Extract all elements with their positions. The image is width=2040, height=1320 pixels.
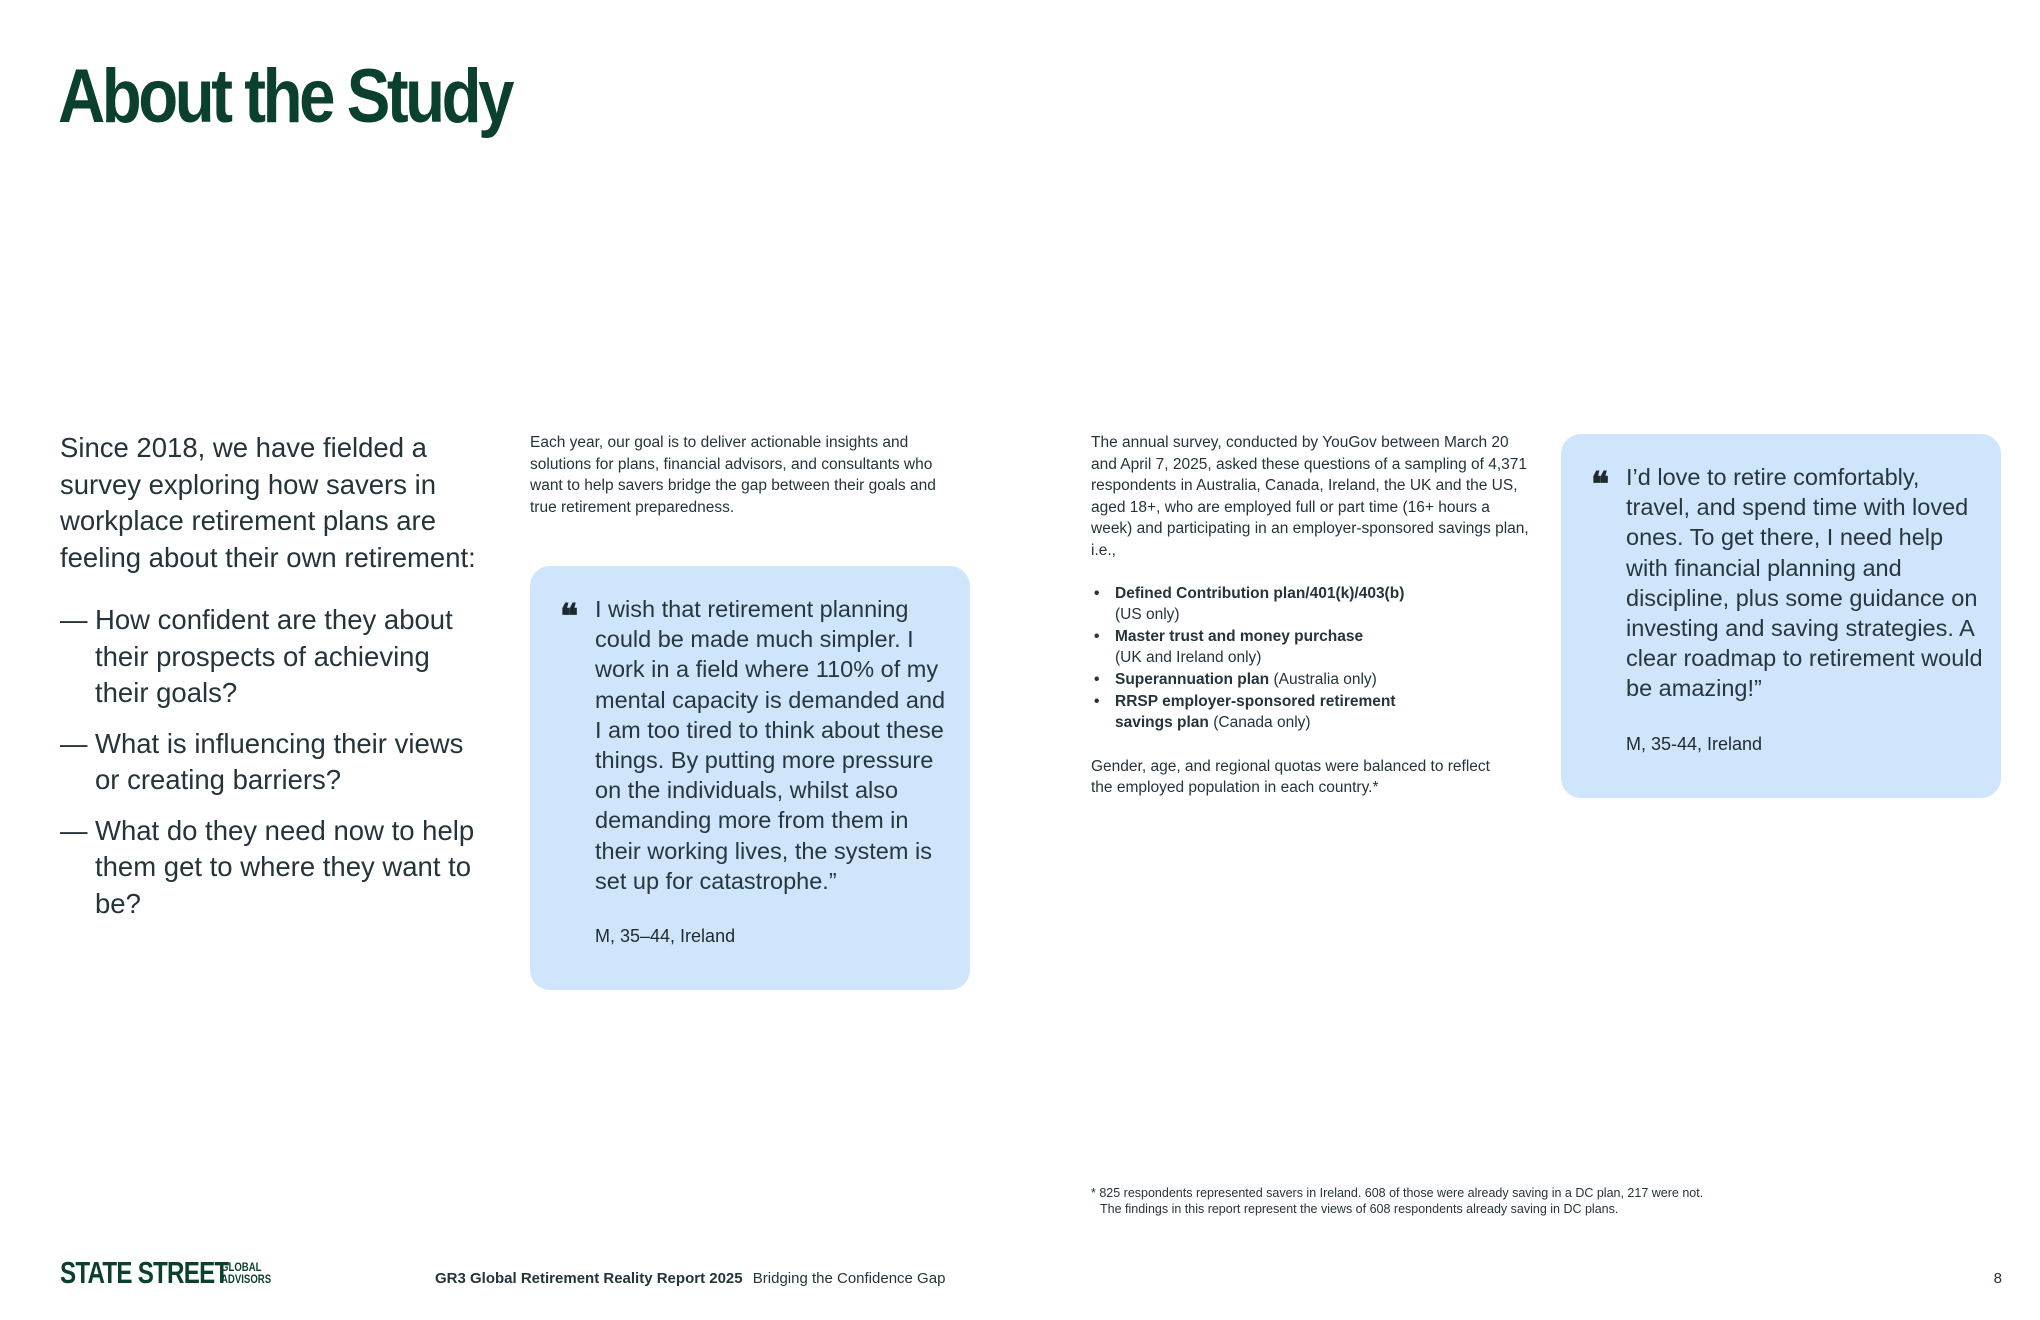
dash-marker: — — [60, 814, 88, 846]
question-list — [60, 602, 490, 922]
footer-report — [435, 1270, 945, 1287]
question-item — [60, 813, 490, 923]
plan-item — [1091, 691, 1445, 734]
footnote — [1091, 1186, 1951, 1217]
plan-region: (Australia only) — [1273, 670, 1377, 688]
report-subtitle: Bridging the Confidence Gap — [752, 1270, 946, 1287]
question-text: How confident are they about their prospects of achieving their goals? — [95, 604, 453, 708]
quote-card-1 — [530, 566, 970, 990]
plan-name: RRSP employer-sponsored retirement savings plan — [1115, 692, 1396, 732]
footnote-line: * 825 respondents represented savers in Ireland. 608 of those were already saving in a DC plan, 217 were not. — [1091, 1186, 1704, 1200]
question-text: What do they need now to help them get to where they want to be? — [95, 814, 475, 919]
logo-sub-global: GLOBAL — [221, 1260, 262, 1274]
question-item — [60, 726, 490, 799]
plan-item — [1091, 583, 1531, 626]
plan-list — [1091, 583, 1531, 734]
page-number: 8 — [1993, 1270, 2002, 1287]
quote-icon: ❝ — [1591, 465, 1610, 505]
quote-attribution: M, 35–44, Ireland — [595, 926, 736, 947]
quote-text: I’d love to retire comfortably, travel, and spend time with loved ones. To get there, I need help with financial planning and discipline, plus some guidance on investing and saving strategies. A clear roadmap to retirement would be amazing!” — [1626, 464, 1983, 702]
plan-region: (UK and Ireland only) — [1115, 649, 1262, 667]
state-street-logo — [60, 1256, 284, 1290]
report-title: GR3 Global Retirement Reality Report 2025 — [435, 1270, 743, 1287]
logo-subtext — [221, 1261, 271, 1285]
quota-note: Gender, age, and regional quotas were balanced to reflect the employed population in each country.* — [1091, 757, 1490, 797]
survey-section — [1091, 432, 1531, 799]
goal-paragraph: Each year, our goal is to deliver actionable insights and solutions for plans, financial advisors, and consultants who want to help savers bridge the gap between their goals and true retirement preparedness. — [530, 434, 936, 516]
quote-text: I wish that retirement planning could be made much simpler. I work in a field where 110% of my mental capacity is demanded and I am too tired to think about these things. By putting more pressure on the individuals, whilst also demanding more from them in their working lives, the system is set up for catastrophe.” — [595, 596, 946, 894]
intro-section — [60, 430, 490, 936]
intro-lead: Since 2018, we have fielded a survey exploring how savers in workplace retirement plans are feeling about their own retirement: — [60, 432, 476, 573]
logo-wordmark: STATE STREET — [60, 1255, 229, 1290]
page-title: About the Study — [58, 54, 512, 139]
plan-name: Superannuation plan — [1115, 670, 1270, 688]
footnote-line: The findings in this report represent the views of 608 respondents already saving in DC plans. — [1100, 1201, 1619, 1216]
dash-marker: — — [60, 727, 88, 759]
plan-item — [1091, 626, 1531, 669]
plan-region: (Canada only) — [1213, 714, 1311, 732]
quote-attribution: M, 35-44, Ireland — [1626, 733, 1763, 754]
plan-item — [1091, 669, 1531, 691]
plan-name: Master trust and money purchase — [1115, 627, 1364, 645]
plan-name: Defined Contribution plan/401(k)/403(b) — [1115, 584, 1405, 602]
quote-card-2 — [1561, 434, 2001, 798]
logo-sub-advisors: ADVISORS — [221, 1272, 272, 1286]
survey-description: The annual survey, conducted by YouGov between March 20 and April 7, 2025, asked these questions of a sampling of 4,371 respondents in Australia, Canada, Ireland, the UK and the US, aged 18+, who are employed full or part time (16+ hours a week) and participating in an employer-sponsored savings plan, i.e., — [1091, 434, 1529, 559]
quote-icon: ❝ — [560, 597, 579, 637]
plan-region: (US only) — [1115, 606, 1180, 624]
question-text: What is influencing their views or creating barriers? — [95, 727, 464, 795]
dash-marker: — — [60, 604, 88, 635]
question-item — [60, 602, 490, 712]
